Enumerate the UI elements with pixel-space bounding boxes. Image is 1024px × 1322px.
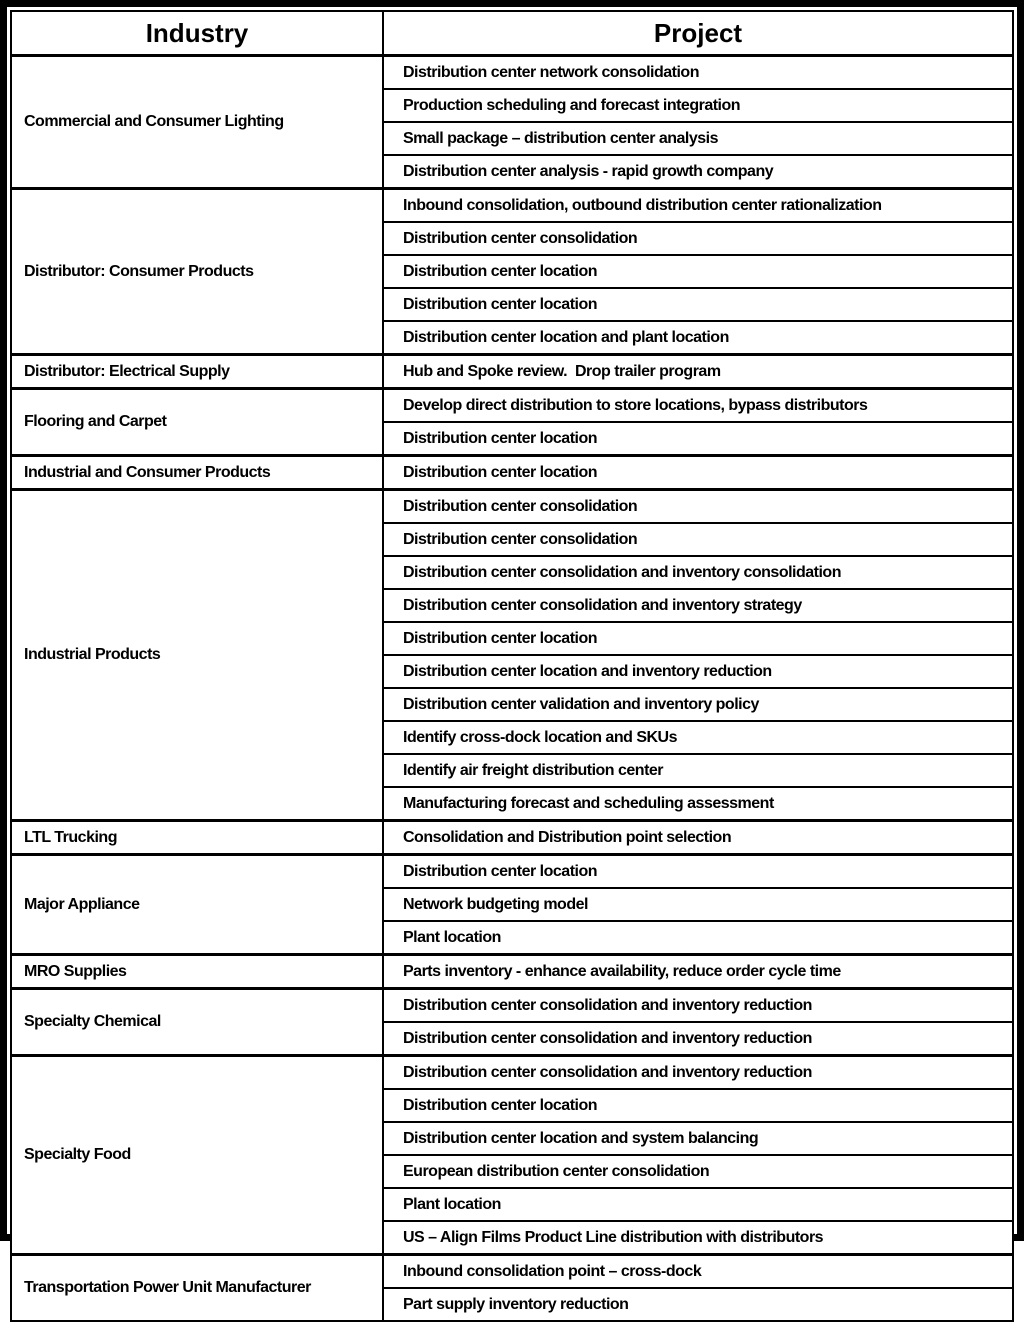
industry-cell: Major Appliance xyxy=(11,855,383,955)
project-cell: Distribution center consolidation xyxy=(383,490,1013,524)
project-cell: Distribution center network consolidation xyxy=(383,56,1013,90)
project-cell: Plant location xyxy=(383,1188,1013,1221)
project-cell: Distribution center location and inventory reduction xyxy=(383,655,1013,688)
industry-cell: Commercial and Consumer Lighting xyxy=(11,56,383,189)
project-cell: Distribution center validation and inventory policy xyxy=(383,688,1013,721)
project-cell: Distribution center consolidation and inventory strategy xyxy=(383,589,1013,622)
header-row xyxy=(11,11,1013,56)
project-cell: European distribution center consolidation xyxy=(383,1155,1013,1188)
industry-cell: LTL Trucking xyxy=(11,821,383,855)
project-cell: Production scheduling and forecast integration xyxy=(383,89,1013,122)
industry-cell: Industrial Products xyxy=(11,490,383,821)
project-cell: Small package – distribution center analysis xyxy=(383,122,1013,155)
project-cell: Distribution center location xyxy=(383,255,1013,288)
project-cell: Inbound consolidation, outbound distribution center rationalization xyxy=(383,189,1013,223)
table-header xyxy=(11,11,1013,56)
project-cell: Part supply inventory reduction xyxy=(383,1288,1013,1321)
table-row xyxy=(11,490,1013,524)
project-cell: Consolidation and Distribution point selection xyxy=(383,821,1013,855)
industry-header: Industry xyxy=(11,11,383,56)
industry-cell: Flooring and Carpet xyxy=(11,389,383,456)
project-cell: Develop direct distribution to store locations, bypass distributors xyxy=(383,389,1013,423)
project-cell: Distribution center consolidation and inventory consolidation xyxy=(383,556,1013,589)
industry-cell: Distributor: Consumer Products xyxy=(11,189,383,355)
table-row xyxy=(11,389,1013,423)
industry-cell: Specialty Chemical xyxy=(11,989,383,1056)
industry-project-table xyxy=(10,10,1014,1322)
table-row xyxy=(11,955,1013,989)
project-cell: Distribution center location xyxy=(383,622,1013,655)
project-cell: Distribution center location xyxy=(383,456,1013,490)
table-row xyxy=(11,989,1013,1023)
project-cell: Distribution center consolidation and inventory reduction xyxy=(383,1056,1013,1090)
project-cell: Identify cross-dock location and SKUs xyxy=(383,721,1013,754)
industry-cell: Transportation Power Unit Manufacturer xyxy=(11,1255,383,1322)
industry-cell: Industrial and Consumer Products xyxy=(11,456,383,490)
project-cell: Distribution center location xyxy=(383,855,1013,889)
industry-cell: Distributor: Electrical Supply xyxy=(11,355,383,389)
project-cell: Network budgeting model xyxy=(383,888,1013,921)
table-row xyxy=(11,1056,1013,1090)
project-cell: Plant location xyxy=(383,921,1013,955)
project-cell: Distribution center consolidation xyxy=(383,523,1013,556)
project-cell: Distribution center consolidation xyxy=(383,222,1013,255)
project-cell: Distribution center consolidation and inventory reduction xyxy=(383,1022,1013,1056)
project-cell: US – Align Films Product Line distribution with distributors xyxy=(383,1221,1013,1255)
industry-cell: Specialty Food xyxy=(11,1056,383,1255)
project-cell: Distribution center consolidation and inventory reduction xyxy=(383,989,1013,1023)
project-cell: Distribution center location xyxy=(383,422,1013,456)
table-row xyxy=(11,189,1013,223)
project-cell: Distribution center analysis - rapid growth company xyxy=(383,155,1013,189)
table-body xyxy=(11,56,1013,1322)
table-row xyxy=(11,355,1013,389)
project-cell: Hub and Spoke review. Drop trailer program xyxy=(383,355,1013,389)
project-cell: Distribution center location and plant location xyxy=(383,321,1013,355)
table-row xyxy=(11,1255,1013,1289)
table-row xyxy=(11,456,1013,490)
project-cell: Inbound consolidation point – cross-dock xyxy=(383,1255,1013,1289)
project-header: Project xyxy=(383,11,1013,56)
project-cell: Distribution center location xyxy=(383,1089,1013,1122)
project-cell: Distribution center location xyxy=(383,288,1013,321)
table-row xyxy=(11,821,1013,855)
project-cell: Parts inventory - enhance availability, reduce order cycle time xyxy=(383,955,1013,989)
project-cell: Identify air freight distribution center xyxy=(383,754,1013,787)
project-cell: Distribution center location and system balancing xyxy=(383,1122,1013,1155)
industry-cell: MRO Supplies xyxy=(11,955,383,989)
project-cell: Manufacturing forecast and scheduling assessment xyxy=(383,787,1013,821)
table-row xyxy=(11,56,1013,90)
table-row xyxy=(11,855,1013,889)
